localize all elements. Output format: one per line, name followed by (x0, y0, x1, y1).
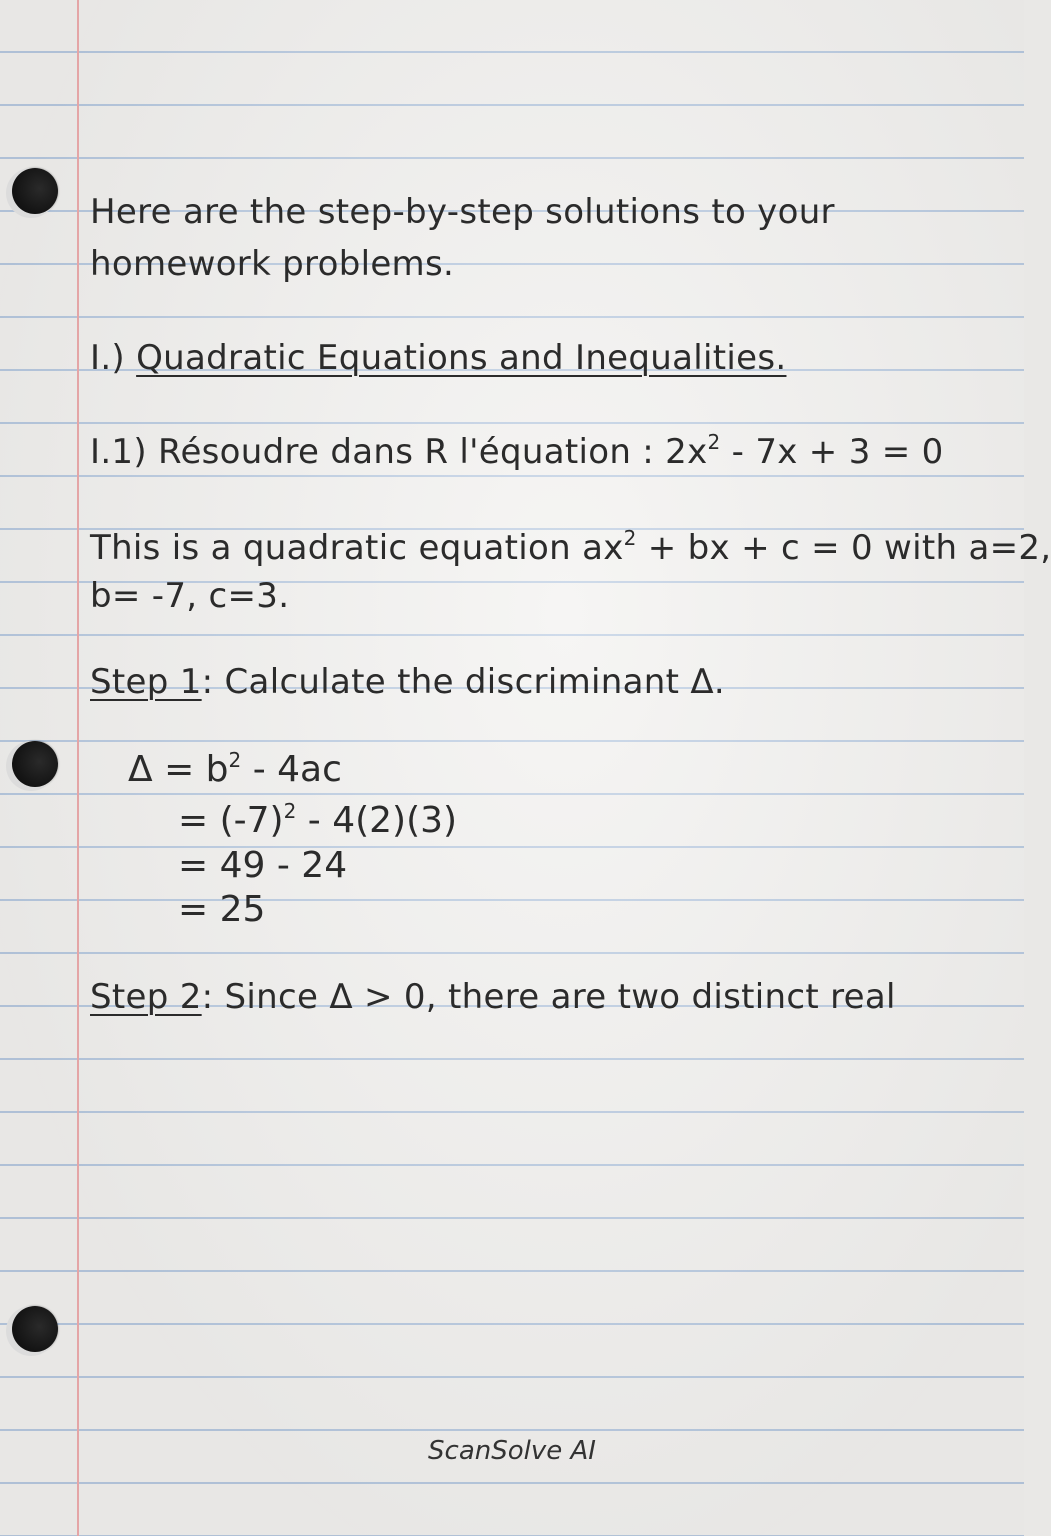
intro-line-2: homework problems. (90, 244, 455, 284)
margin-line (77, 0, 79, 1536)
step-2-label: Step 2 (90, 977, 202, 1017)
footer-brand: ScanSolve AI (428, 1436, 596, 1466)
standard-form: $ax^2$ + bx + c = 0 (582, 526, 873, 568)
section-number: I.) (90, 338, 125, 378)
problem-text: Résoudre dans R l'équation : (158, 432, 655, 472)
step-2-heading (90, 977, 896, 1017)
punch-hole-top (12, 168, 58, 214)
punch-hole-bottom (12, 1306, 58, 1352)
step-2-text: : Since Δ > 0, there are two distinct real (201, 977, 896, 1017)
problem-label: I.1) (90, 432, 147, 472)
step-1-label: Step 1 (90, 662, 202, 702)
explanation-line-2: b= -7, c=3. (90, 576, 290, 616)
explanation-line-1: This is a quadratic equation $ax^2$ + bx + c = 0 with a=2, (90, 526, 1051, 568)
step-1-text: : Calculate the discriminant Δ. (201, 662, 725, 702)
section-title: Quadratic Equations and Inequalities. (136, 338, 787, 378)
section-heading (90, 338, 786, 378)
work-line-2: = $(-7)^2 - 4(2)(3)$ (178, 799, 458, 841)
punch-hole-middle (12, 741, 58, 787)
problem-equation: $2x^2 - 7x + 3 = 0$ (665, 430, 944, 472)
intro-line-1: Here are the step-by-step solutions to your (90, 192, 835, 232)
work-line-4: = 25 (178, 889, 266, 930)
step-1-heading (90, 662, 725, 702)
problem-statement (90, 432, 944, 472)
work-line-1: $\Delta = b^2 - 4ac$ (128, 748, 342, 790)
work-line-3: = 49 - 24 (178, 845, 348, 886)
